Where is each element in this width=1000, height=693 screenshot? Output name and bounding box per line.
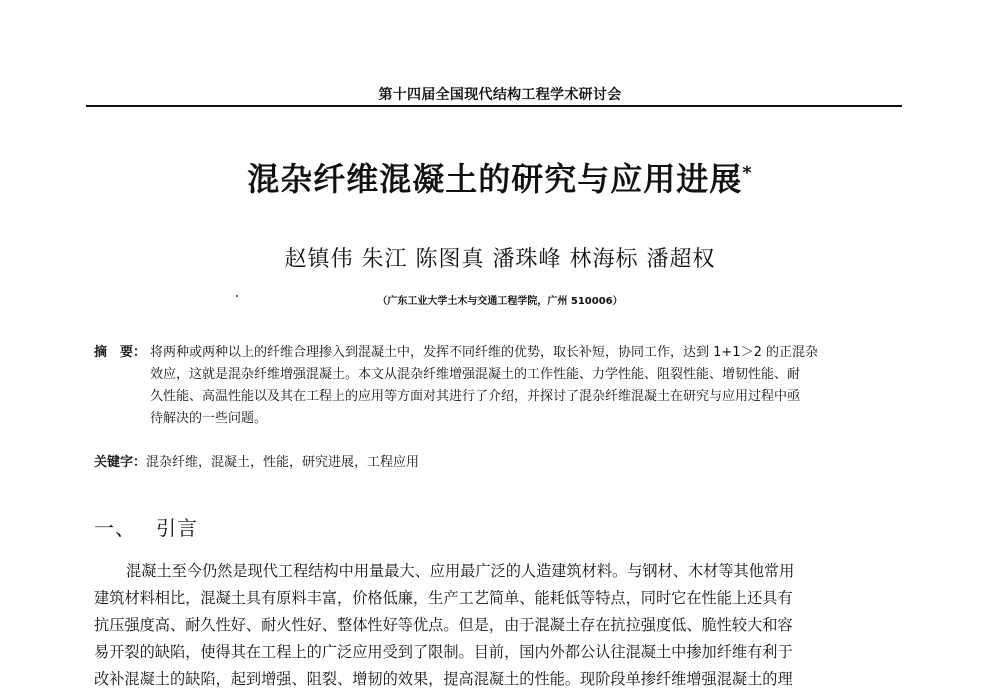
- section-title: 引言: [156, 516, 198, 540]
- abstract-line: 将两种或两种以上的纤维合理掺入到混凝土中，发挥不同纤维的优势，取长补短，协同工作，达到 1+1＞2 的正混杂: [150, 345, 818, 360]
- abstract-label: 摘 要：: [94, 345, 147, 360]
- section-heading: [94, 512, 198, 541]
- abstract-line: 久性能、高温性能以及其在工程上的应用等方面对其进行了介绍，并探讨了混杂纤维混凝土在研究与应用过程中亟: [150, 389, 801, 404]
- abstract-block: [94, 342, 910, 430]
- body-paragraph: [94, 558, 910, 693]
- abstract-text: [150, 342, 910, 430]
- abstract-line: 效应，这就是混杂纤维增强混凝土。本文从混杂纤维增强混凝土的工作性能、力学性能、阻裂性能、增韧性能、耐: [150, 367, 801, 382]
- body-line: 建筑材料相比，混凝土具有原料丰富，价格低廉，生产工艺简单、能耗低等特点，同时它在性能上还具有: [94, 589, 793, 607]
- title-footnote-mark: *: [742, 162, 753, 184]
- header-rule: [86, 105, 902, 107]
- conference-header: 第十四届全国现代结构工程学术研讨会: [378, 87, 622, 103]
- section-number: 一、: [94, 516, 136, 540]
- body-line: 混凝土至今仍然是现代工程结构中用量最大、应用最广泛的人造建筑材料。与钢材、木材等其他常用: [126, 562, 795, 580]
- paper-affiliation: （广东工业大学土木与交通工程学院，广州 510006）: [377, 296, 623, 307]
- body-line: 易开裂的缺陷，使得其在工程上的广泛应用受到了限制。目前，国内外都公认往混凝土中掺加纤维有利于: [94, 643, 793, 661]
- abstract-row: [94, 342, 910, 430]
- abstract-line: 待解决的一些问题。: [150, 411, 268, 426]
- paper-title-text: 混杂纤维混凝土的研究与应用进展: [247, 160, 743, 198]
- body-line: 改补混凝土的缺陷，起到增强、阻裂、增韧的效果，提高混凝土的性能。现阶段单掺纤维增强混凝土的理: [94, 670, 793, 688]
- paper-authors: 赵镇伟 朱江 陈图真 潘珠峰 林海标 潘超权: [284, 247, 716, 272]
- keywords-block: [94, 452, 910, 474]
- paper-title: [0, 154, 1000, 200]
- keywords-label: 关键字：: [94, 455, 147, 470]
- body-line: 抗压强度高、耐久性好、耐火性好、整体性好等优点。但是，由于混凝土存在抗拉强度低、脆性较大和容: [94, 616, 793, 634]
- keywords-text: 混杂纤维，混凝土，性能，研究进展，工程应用: [146, 455, 420, 470]
